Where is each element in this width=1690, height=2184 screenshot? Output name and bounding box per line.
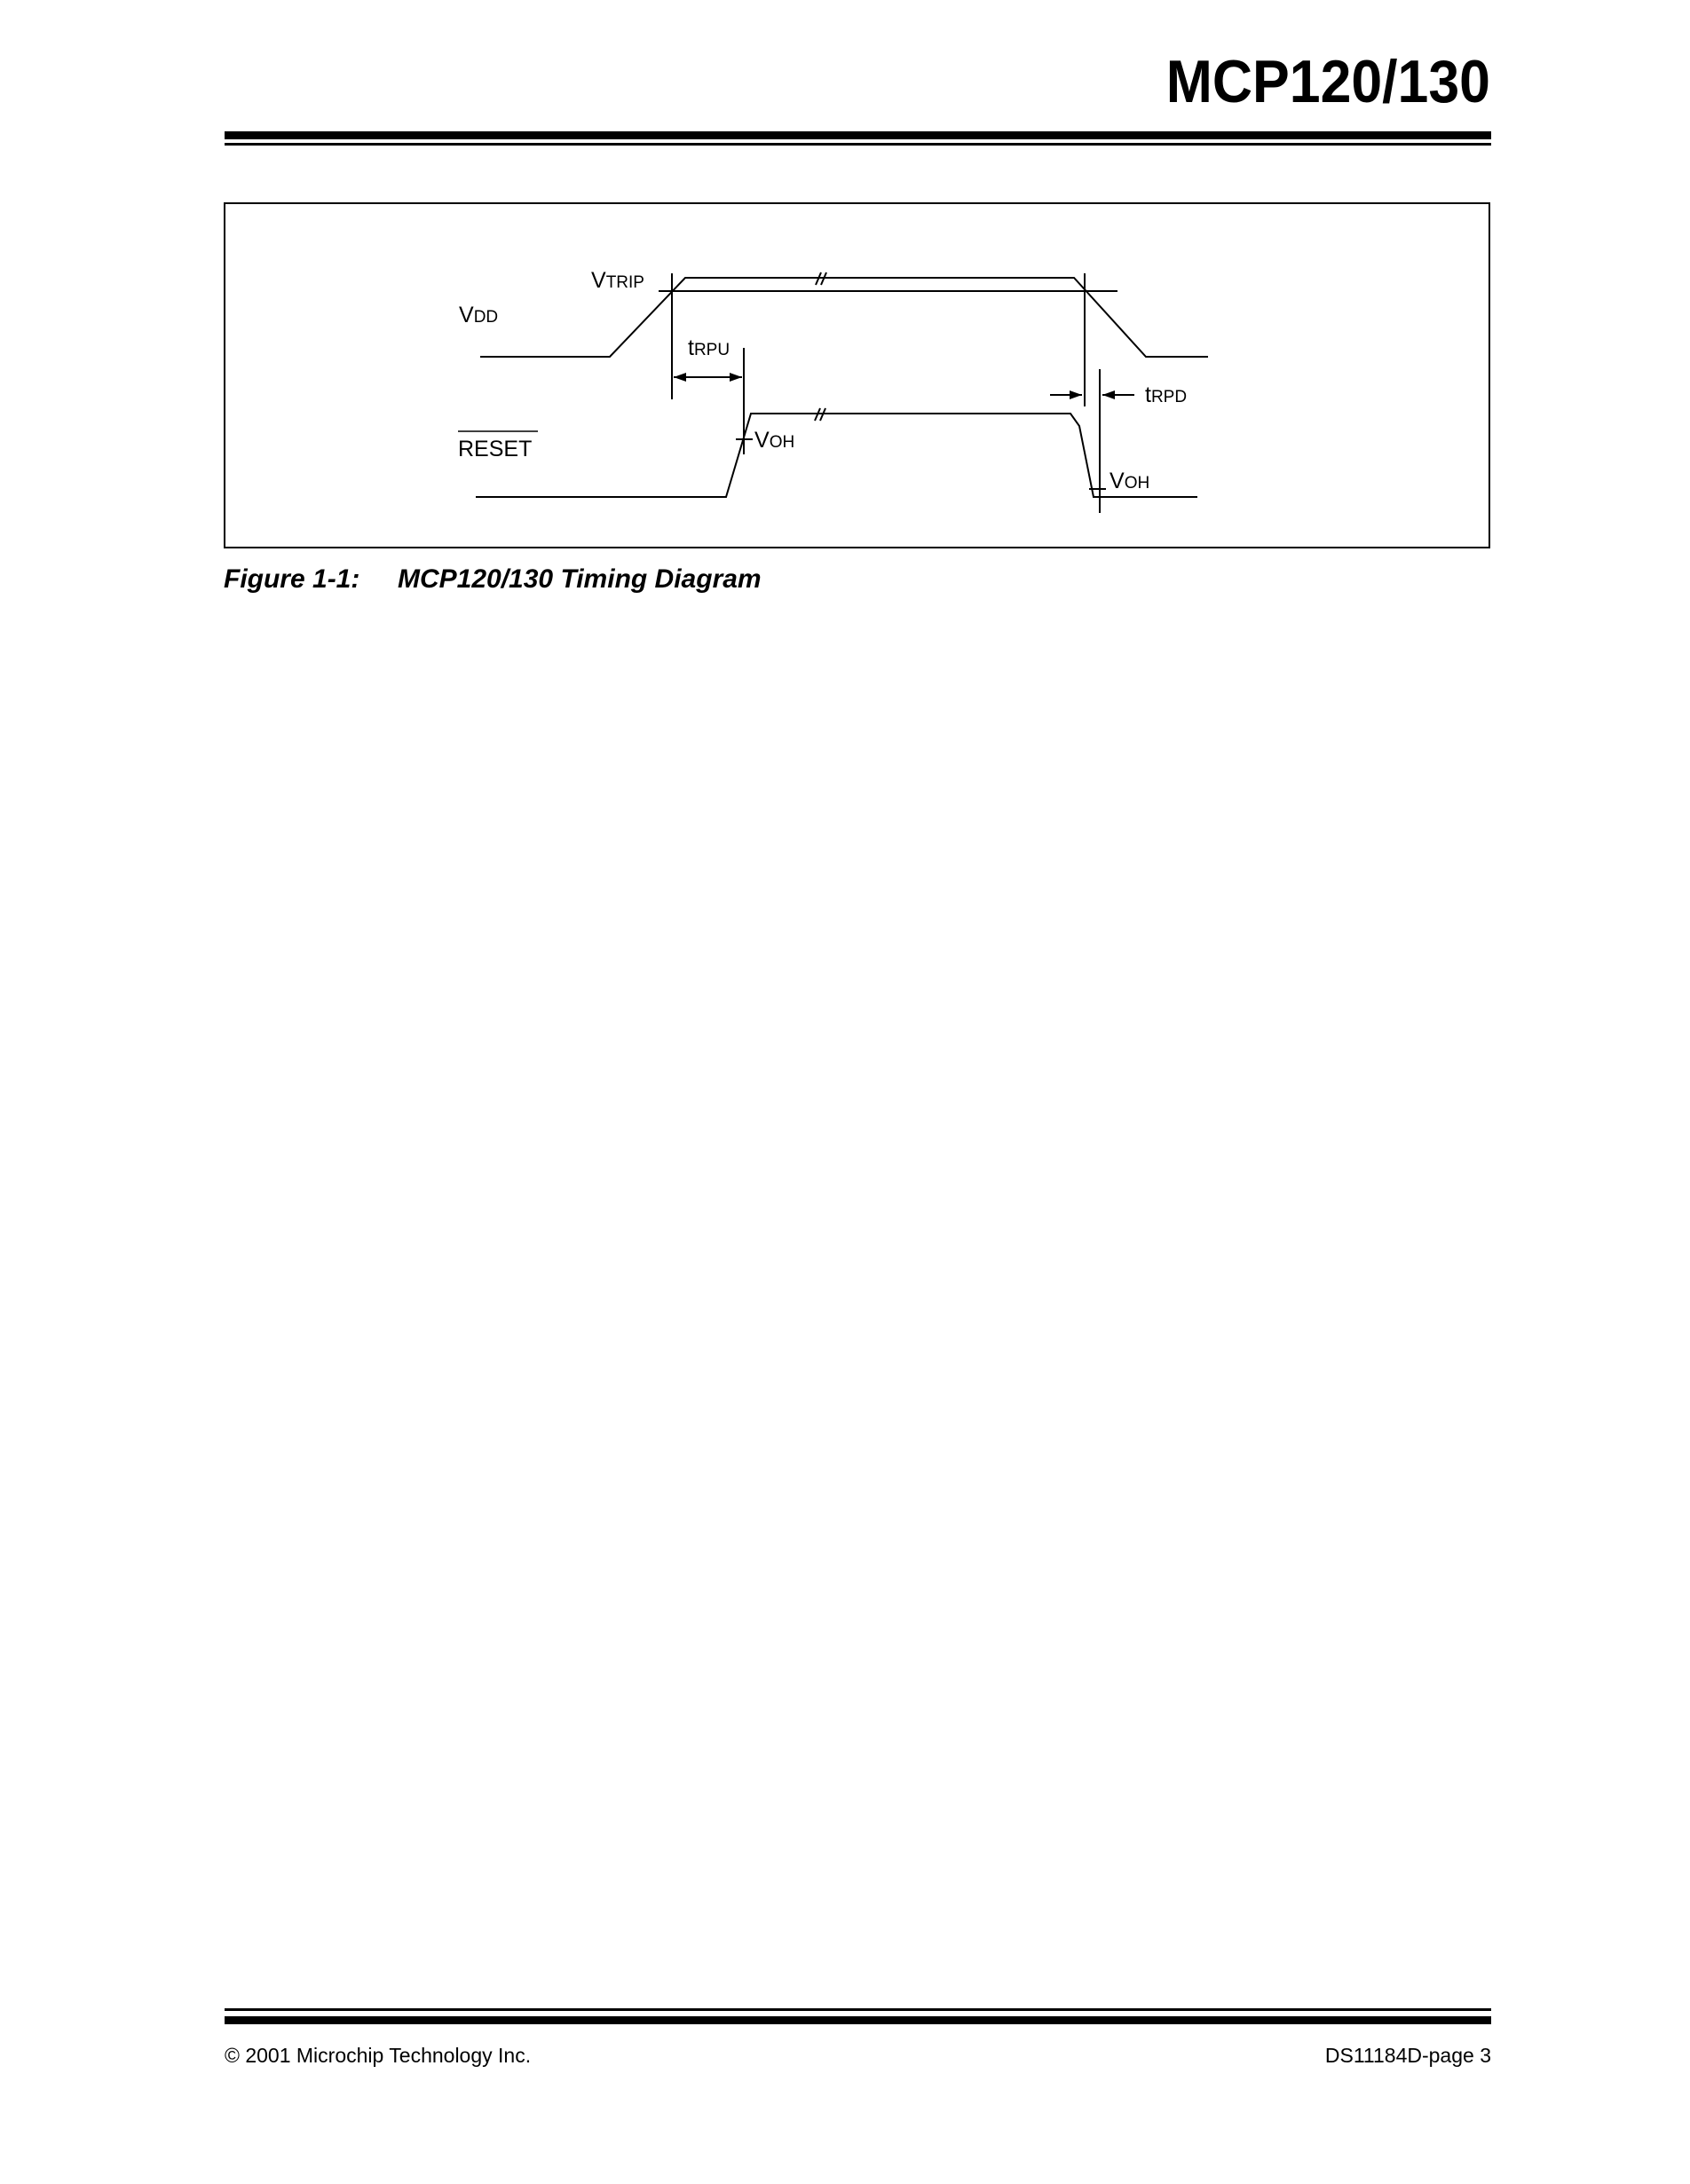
footer-copyright: © 2001 Microchip Technology Inc. — [225, 2044, 532, 2067]
figure-caption — [224, 564, 762, 595]
voh-label-rise: VOH — [754, 428, 795, 453]
trpd-label: tRPD — [1145, 382, 1188, 407]
figure-caption-title: MCP120/130 Timing Diagram — [398, 564, 762, 594]
timing-diagram — [225, 204, 1489, 547]
footer-rule-thin — [225, 2008, 1491, 2011]
header-rule-thin — [225, 143, 1491, 146]
vtrip-label: VTRIP — [591, 268, 644, 293]
trpd-arrowhead-left — [1070, 390, 1082, 399]
trpu-arrowhead-right — [730, 373, 742, 382]
reset-waveform — [476, 414, 1197, 497]
document-title: MCP120/130 — [1165, 48, 1490, 115]
vdd-label: VDD — [459, 303, 499, 327]
trpu-label: tRPU — [688, 335, 730, 360]
trpu-arrowhead-left — [674, 373, 686, 382]
voh-label-fall: VOH — [1110, 469, 1150, 493]
figure-caption-number: Figure 1-1: — [224, 564, 360, 594]
reset-label: RESET — [458, 437, 533, 461]
trpd-arrowhead-right — [1102, 390, 1115, 399]
timing-diagram-figure — [224, 202, 1490, 548]
header-rule-thick — [225, 131, 1491, 139]
footer-page-number: DS11184D-page 3 — [1324, 2044, 1491, 2067]
vdd-waveform — [480, 278, 1208, 357]
footer-rule-thick — [225, 2016, 1491, 2024]
